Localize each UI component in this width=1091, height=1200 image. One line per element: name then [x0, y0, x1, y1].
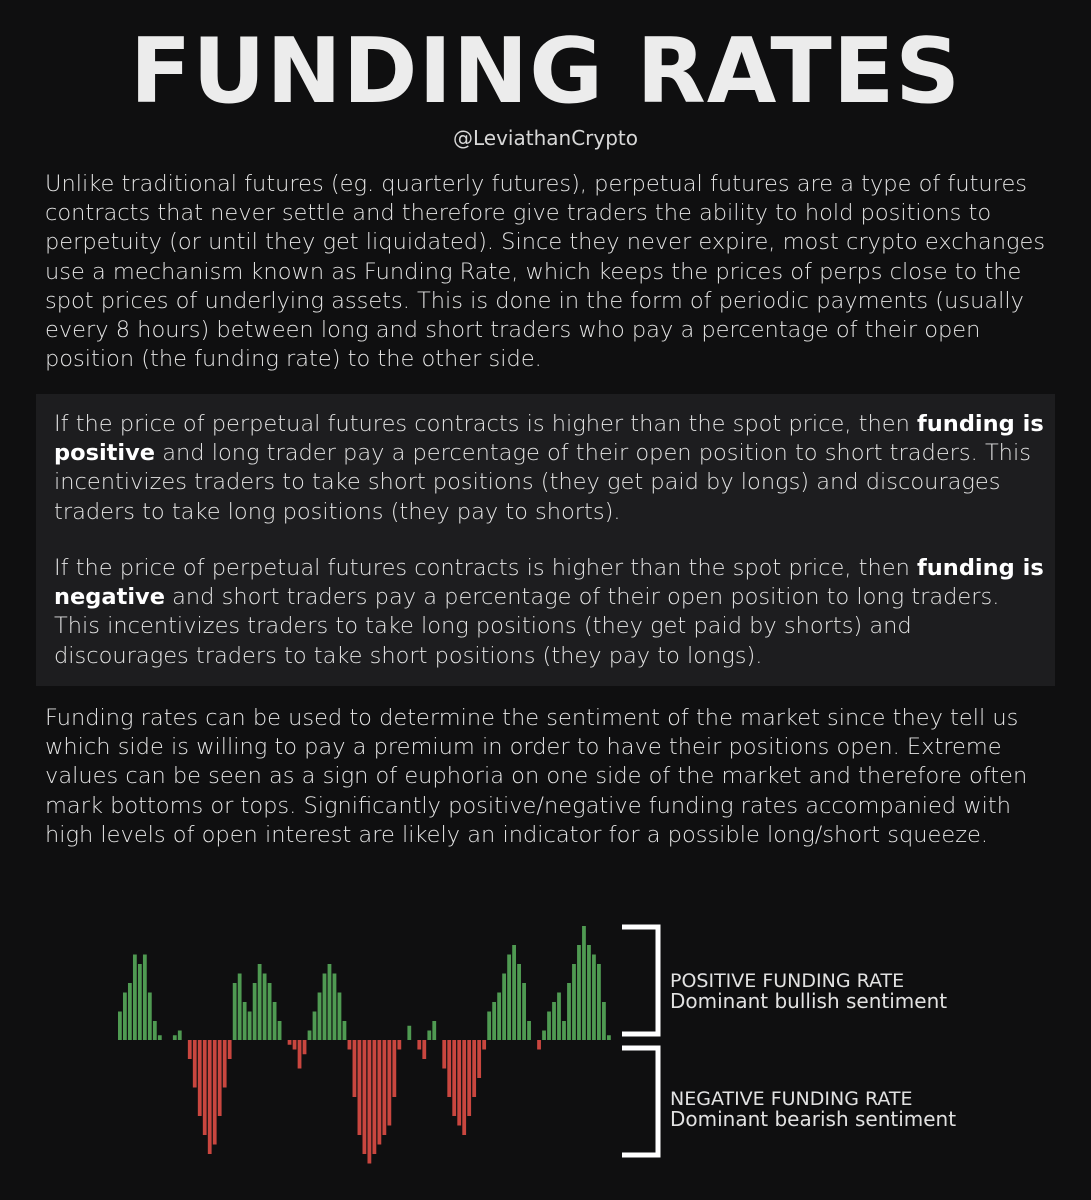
funding-bar: [258, 964, 262, 1040]
funding-bar: [323, 974, 327, 1041]
positive-bracket: [622, 927, 658, 1034]
funding-bar: [572, 964, 576, 1040]
funding-bar: [228, 1040, 232, 1059]
funding-bar: [143, 955, 147, 1041]
negative-text-after: and short traders pay a percentage of their open position to long traders. This incentivizes traders to take long positions (they get paid by shorts) and discourages traders to take short positions (they pay to longs).: [54, 584, 1000, 669]
funding-bar: [492, 1002, 496, 1040]
funding-bar: [607, 1035, 611, 1040]
positive-text-after: and long trader pay a percentage of their open position to short traders. This incentivizes traders to take short positions (they get paid by longs) and discourages traders to take long positions (they pay to shorts).: [54, 440, 1031, 525]
funding-bar: [562, 1021, 566, 1040]
funding-bar: [477, 1040, 481, 1078]
funding-bar: [333, 974, 337, 1041]
funding-bar: [507, 955, 511, 1041]
positive-label-subtitle: Dominant bullish sentiment: [670, 989, 948, 1013]
negative-text-before: If the price of perpetual futures contracts is higher than the spot price, then: [54, 555, 917, 581]
funding-bar: [273, 1002, 277, 1040]
funding-bar: [138, 964, 142, 1040]
funding-bar: [153, 1021, 157, 1040]
funding-bar: [382, 1040, 386, 1135]
funding-bar: [238, 974, 242, 1041]
funding-bar: [358, 1040, 362, 1135]
funding-bar: [188, 1040, 192, 1059]
funding-bar: [348, 1040, 352, 1050]
funding-rate-chart: [0, 900, 1091, 1180]
funding-bar: [597, 964, 601, 1040]
positive-text-before: If the price of perpetual futures contracts is higher than the spot price, then: [54, 411, 917, 437]
author-handle: @LeviathanCrypto: [453, 126, 638, 150]
negative-funding-paragraph: [54, 554, 1044, 671]
funding-bar: [118, 1012, 122, 1041]
funding-bar: [133, 955, 137, 1041]
funding-bar: [577, 945, 581, 1040]
funding-bar: [522, 983, 526, 1040]
funding-bar: [422, 1040, 426, 1059]
funding-bar: [198, 1040, 202, 1116]
funding-bar: [253, 983, 257, 1040]
funding-bar: [392, 1040, 396, 1097]
funding-bar: [442, 1040, 446, 1069]
funding-bar: [353, 1040, 357, 1097]
funding-bar: [512, 945, 516, 1040]
funding-bar: [158, 1035, 162, 1040]
funding-bar: [218, 1040, 222, 1116]
funding-bar: [537, 1040, 541, 1050]
funding-bar: [343, 1021, 347, 1040]
funding-bar: [248, 1012, 252, 1041]
funding-bar: [407, 1026, 411, 1040]
funding-bar: [517, 964, 521, 1040]
funding-bar: [582, 926, 586, 1040]
funding-bar: [417, 1040, 421, 1050]
funding-bar: [497, 993, 501, 1041]
funding-bar: [223, 1040, 227, 1088]
positive-emphasis: funding is positive: [54, 411, 1044, 467]
funding-bar: [268, 983, 272, 1040]
funding-bar: [472, 1040, 476, 1097]
funding-bar: [592, 955, 596, 1041]
funding-bar: [367, 1040, 371, 1164]
funding-bar: [397, 1040, 401, 1050]
funding-bar: [502, 974, 506, 1041]
funding-bar: [457, 1040, 461, 1126]
funding-bar: [372, 1040, 376, 1154]
funding-bar: [193, 1040, 197, 1088]
funding-bar: [387, 1040, 391, 1126]
funding-bar: [148, 993, 152, 1041]
funding-bar: [542, 1031, 546, 1041]
negative-emphasis: funding is negative: [54, 555, 1044, 611]
funding-bar: [363, 1040, 367, 1154]
funding-bar: [587, 945, 591, 1040]
funding-bar: [313, 1012, 317, 1041]
funding-bar: [557, 993, 561, 1041]
funding-bar: [123, 993, 127, 1041]
negative-label-subtitle: Dominant bearish sentiment: [670, 1107, 957, 1131]
negative-label-title: NEGATIVE FUNDING RATE: [670, 1088, 913, 1110]
funding-bar: [203, 1040, 207, 1135]
funding-bar: [298, 1040, 302, 1069]
funding-bar: [288, 1040, 292, 1045]
funding-bar: [527, 1021, 531, 1040]
funding-bar: [452, 1040, 456, 1116]
page-title: FUNDING RATES: [129, 19, 962, 124]
explanation-box: [36, 394, 1055, 686]
funding-bar: [447, 1040, 451, 1097]
funding-bar: [263, 974, 267, 1041]
funding-bar: [602, 1002, 606, 1040]
funding-bar: [233, 983, 237, 1040]
sentiment-paragraph: Funding rates can be used to determine the sentiment of the market since they tell us which side is willing to pay a premium in order to have their positions open. Extreme values can be seen as a sign of euphoria on one side of the market and therefore often mark bottoms or tops. Significantly positive/negative funding rates accompanied with high levels of open interest are likely an indicator for a possible long/short squeeze.: [45, 705, 1028, 848]
funding-bar: [328, 964, 332, 1040]
funding-bar: [208, 1040, 212, 1154]
funding-bar: [243, 1002, 247, 1040]
funding-bar: [278, 1021, 282, 1040]
funding-bar: [178, 1031, 182, 1041]
funding-bar: [128, 983, 132, 1040]
funding-bar: [432, 1021, 436, 1040]
funding-bar: [173, 1035, 177, 1040]
positive-label-title: POSITIVE FUNDING RATE: [670, 970, 905, 992]
funding-bar: [552, 1002, 556, 1040]
funding-bar: [308, 1031, 312, 1041]
funding-bar: [467, 1040, 471, 1116]
positive-funding-paragraph: [54, 410, 1044, 527]
funding-bar: [213, 1040, 217, 1145]
funding-bar: [318, 993, 322, 1041]
funding-bar: [427, 1031, 431, 1041]
funding-bar: [338, 993, 342, 1041]
funding-bar: [487, 1012, 491, 1041]
funding-bar: [567, 983, 571, 1040]
funding-bar: [293, 1040, 297, 1050]
funding-bar: [547, 1012, 551, 1041]
funding-bar: [482, 1040, 486, 1050]
funding-bar: [303, 1040, 307, 1054]
intro-paragraph: Unlike traditional futures (eg. quarterly futures), perpetual futures are a type of futures contracts that never settle and therefore give traders the ability to hold positions to perpetuity (or until they get liquidated). Since they never expire, most crypto exchanges use a mechanism known as Funding Rate, which keeps the prices of perps close to the spot prices of underlying assets. This is done in the form of periodic payments (usually every 8 hours) between long and short traders who pay a percentage of their open position (the funding rate) to the other side.: [45, 171, 1046, 373]
funding-bar: [462, 1040, 466, 1135]
funding-bar: [377, 1040, 381, 1145]
negative-bracket: [622, 1048, 658, 1155]
chart-bars: [118, 926, 611, 1164]
